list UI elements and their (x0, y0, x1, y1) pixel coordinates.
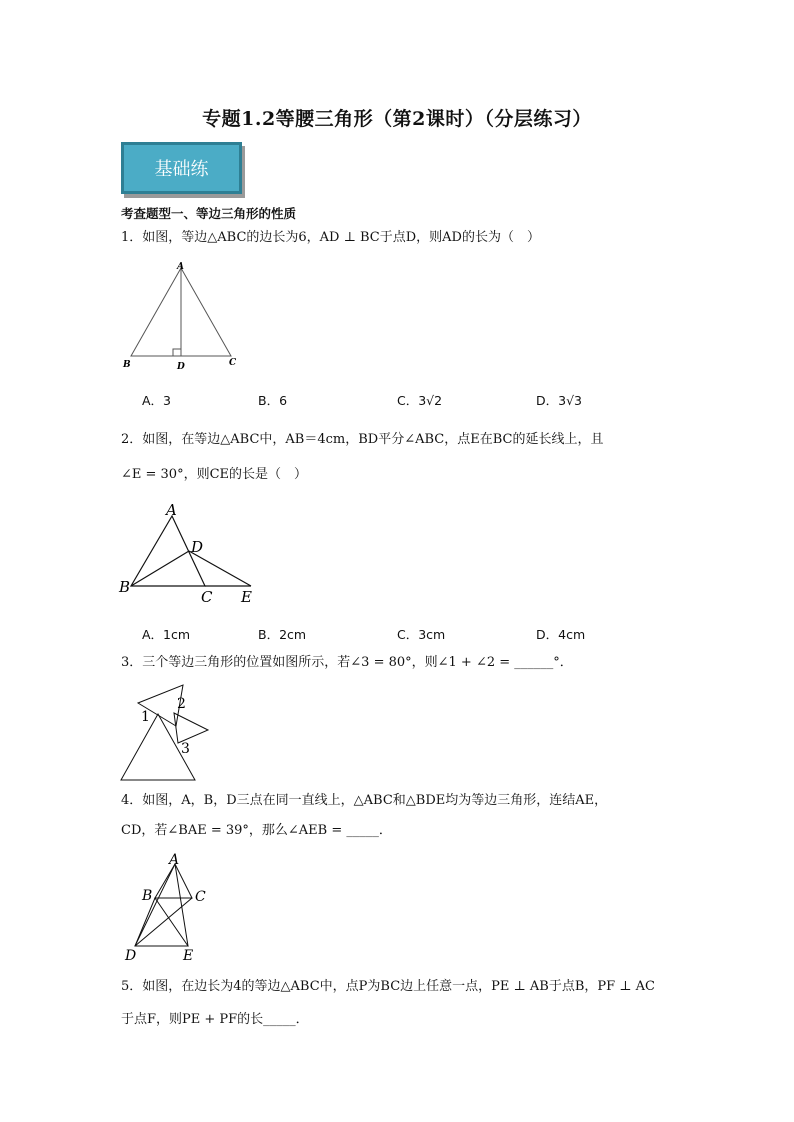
question-5-line-1: 5．如图，在边长为4的等边△ABC中，点P为BC边上任意一点，PE ⊥ AB于点B，PF ⊥ AC (121, 979, 655, 994)
q2-label-d: D (191, 538, 204, 556)
q1-option-c: C．3√2 (397, 393, 443, 408)
q2-label-e: E (241, 588, 252, 606)
question-3-figure (115, 677, 215, 783)
question-4-line-2: CD，若∠BAE = 39°，那么∠AEB = _____． (121, 823, 392, 838)
section-heading: 考查题型一、等边三角形的性质 (121, 206, 297, 221)
q3-label-3: 3 (181, 741, 190, 757)
q4-label-d: D (125, 948, 137, 964)
q2-option-b: B．2cm (258, 627, 307, 642)
q4-label-a: A (169, 852, 180, 868)
q1-label-c: C (229, 358, 237, 368)
q2-label-c: C (201, 588, 213, 606)
q1-label-b: B (123, 360, 131, 370)
q2-label-a: A (166, 501, 177, 519)
question-2-line-1: 2．如图，在等边△ABC中，AB＝4cm，BD平分∠ABC，点E在BC的延长线上，且 (121, 432, 604, 447)
q2-option-c: C．3cm (397, 627, 446, 642)
question-4-figure (115, 848, 225, 966)
q1-option-a: A．3 (142, 393, 172, 408)
q4-label-e: E (183, 948, 194, 964)
basic-practice-badge (121, 142, 242, 194)
question-4-line-1: 4．如图，A，B，D三点在同一直线上，△ABC和△BDE均为等边三角形，连结AE， (121, 793, 608, 808)
page-title: 专题1.2等腰三角形（第2课时）（分层练习） (202, 108, 592, 130)
q3-label-2: 2 (177, 696, 186, 712)
question-2-figure (115, 500, 265, 606)
question-2-line-2: ∠E = 30°，则CE的长是（ ） (121, 467, 308, 482)
q2-label-b: B (119, 578, 131, 596)
question-5-line-2: 于点F，则PE + PF的长_____． (121, 1012, 309, 1027)
q3-label-1: 1 (141, 709, 150, 725)
question-1-text: 1．如图，等边△ABC的边长为6，AD ⊥ BC于点D，则AD的长为（ ） (121, 230, 540, 245)
q1-label-d: D (177, 362, 185, 372)
q1-option-b: B．6 (258, 393, 288, 408)
question-3-text: 3．三个等边三角形的位置如图所示，若∠3 = 80°，则∠1 + ∠2 = ______°． (121, 655, 573, 670)
question-1-figure (116, 258, 246, 373)
q1-label-a: A (177, 262, 184, 272)
q1-option-d: D．3√3 (536, 393, 582, 408)
badge-label: 基础练 (154, 159, 209, 180)
q2-option-d: D．4cm (536, 627, 586, 642)
q4-label-b: B (142, 888, 153, 904)
q4-label-c: C (195, 889, 206, 905)
q2-option-a: A．1cm (142, 627, 191, 642)
